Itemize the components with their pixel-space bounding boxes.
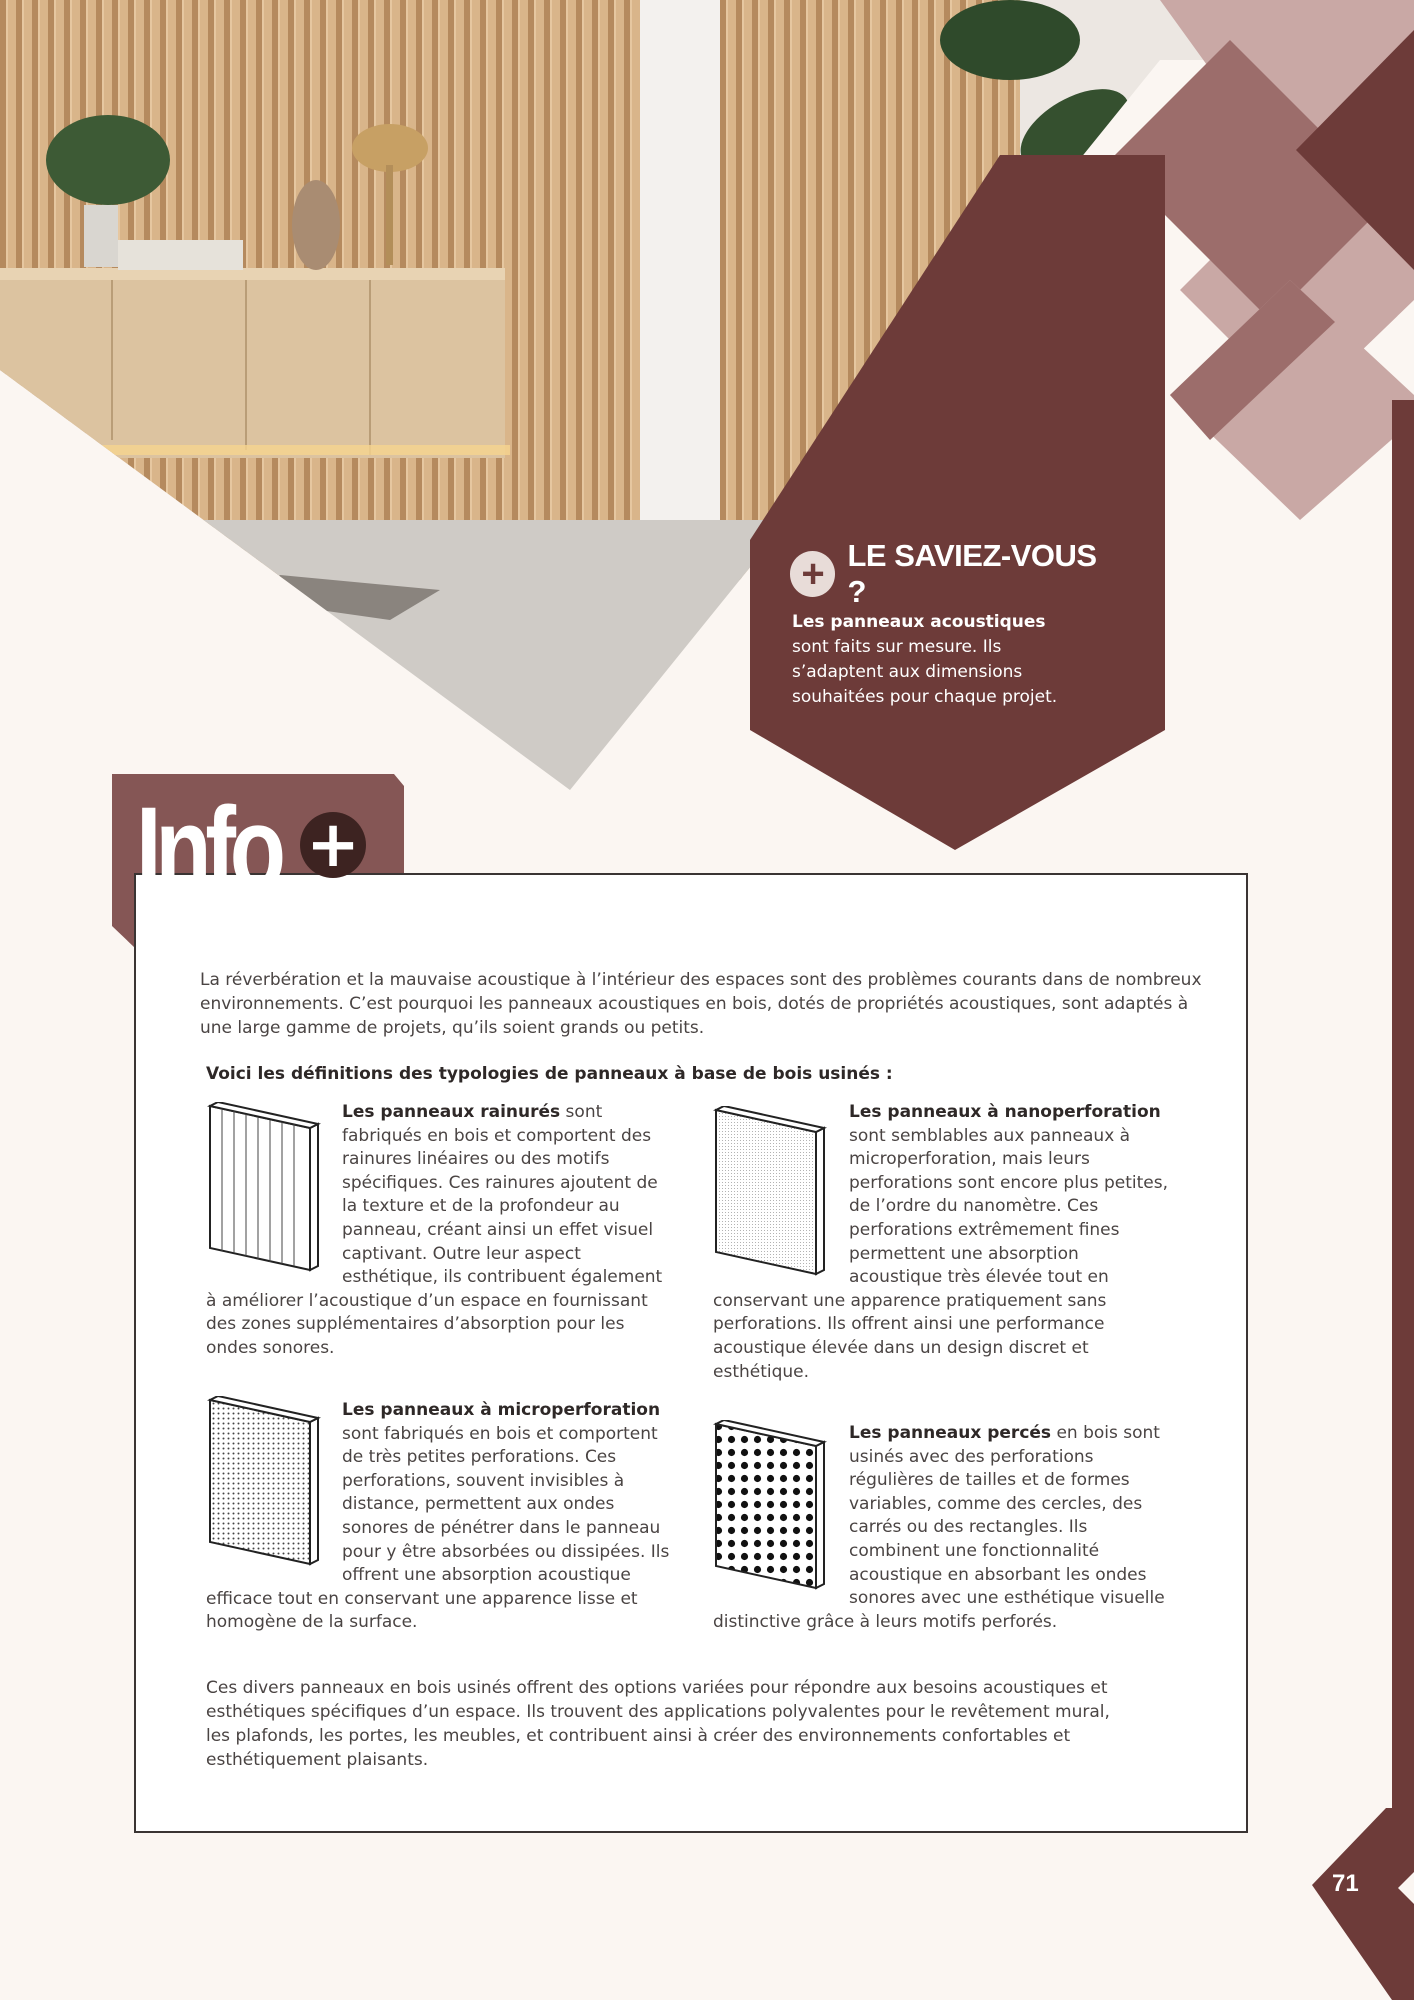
outro-paragraph: Ces divers panneaux en bois usinés offrent des options variées pour répondre aux besoins acoustiques et esthétiques spécifiques d’un espace. Ils trouvent des applications polyvalentes pour le revêtement mural, les plafonds, les portes, les meubles, et contribuent ainsi à créer des environnements confortables et esthétiquement plaisants.: [206, 1678, 1110, 1770]
plus-icon: +: [300, 812, 366, 878]
definitions-title: Voici les définitions des typologies de panneaux à base de bois usinés :: [206, 1064, 893, 1084]
microperforated-panel-text: Les panneaux à microperforation sont fabriqués en bois et comportent de très petites perforations. Ces perforations, souvent invisibles à distance, permettent aux ondes sonores de pénétrer dans le panneau pour y être absorbées ou dissipées. Ils offrent une absorption acoustique efficace tout en conservant une apparence lisse et homogène de la surface.: [206, 1400, 670, 1633]
saviez-heading: [790, 538, 1120, 609]
edge-bar: [1392, 400, 1414, 2000]
intro-paragraph: La réverbération et la mauvaise acoustique à l’intérieur des espaces sont des problèmes courants dans de nombreux environnements. C’est pourquoi les panneaux acoustiques en bois, dotés de propriétés acoustiques, sont adaptés à une large gamme de projets, qu’ils soient grands ou petits.: [200, 970, 1202, 1038]
saviez-text: [792, 610, 1082, 710]
saviez-bold: Les panneaux acoustiques: [792, 612, 1046, 632]
page-number: 71: [1332, 1870, 1359, 1897]
plus-icon: +: [790, 551, 835, 597]
info-title: Info: [136, 783, 280, 915]
saviez-title: LE SAVIEZ-VOUS ?: [847, 538, 1097, 609]
nanoperforated-panel-text: Les panneaux à nanoperforation sont semblables aux panneaux à microperforation, mais leurs perforations sont encore plus petites, de l’ordre du nanomètre. Ces perforations extrêmement fines permettent une absorption acoustique très élevée tout en conservant une apparence pratiquement sans perforations. Ils offrent ainsi une performance acoustique élevée dans un design discret et esthétique.: [713, 1102, 1168, 1382]
page-number-tab: [1312, 1808, 1414, 2000]
grooved-panel-text: Les panneaux rainurés sont fabriqués en bois et comportent des rainures linéaires ou des motifs spécifiques. Ces rainures ajoutent de la texture et de la profondeur au panneau, créant ainsi un effet visuel captivant. Outre leur aspect esthétique, ils contribuent également à améliorer l’acoustique d’un espace en fournissant des zones supplémentaires d’absorption pour les ondes sonores.: [206, 1102, 663, 1358]
perforated-panel-text: Les panneaux percés en bois sont usinés avec des perforations régulières de tailles et de formes variables, comme des cercles, des carrés ou des rectangles. Ils combinent une fonctionnalité acoustique en absorbant les ondes sonores avec une esthétique visuelle distinctive grâce à leurs motifs perforés.: [713, 1423, 1165, 1632]
saviez-rest: sont faits sur mesure. Ils s’adaptent aux dimensions souhaitées pour chaque projet.: [792, 637, 1058, 707]
